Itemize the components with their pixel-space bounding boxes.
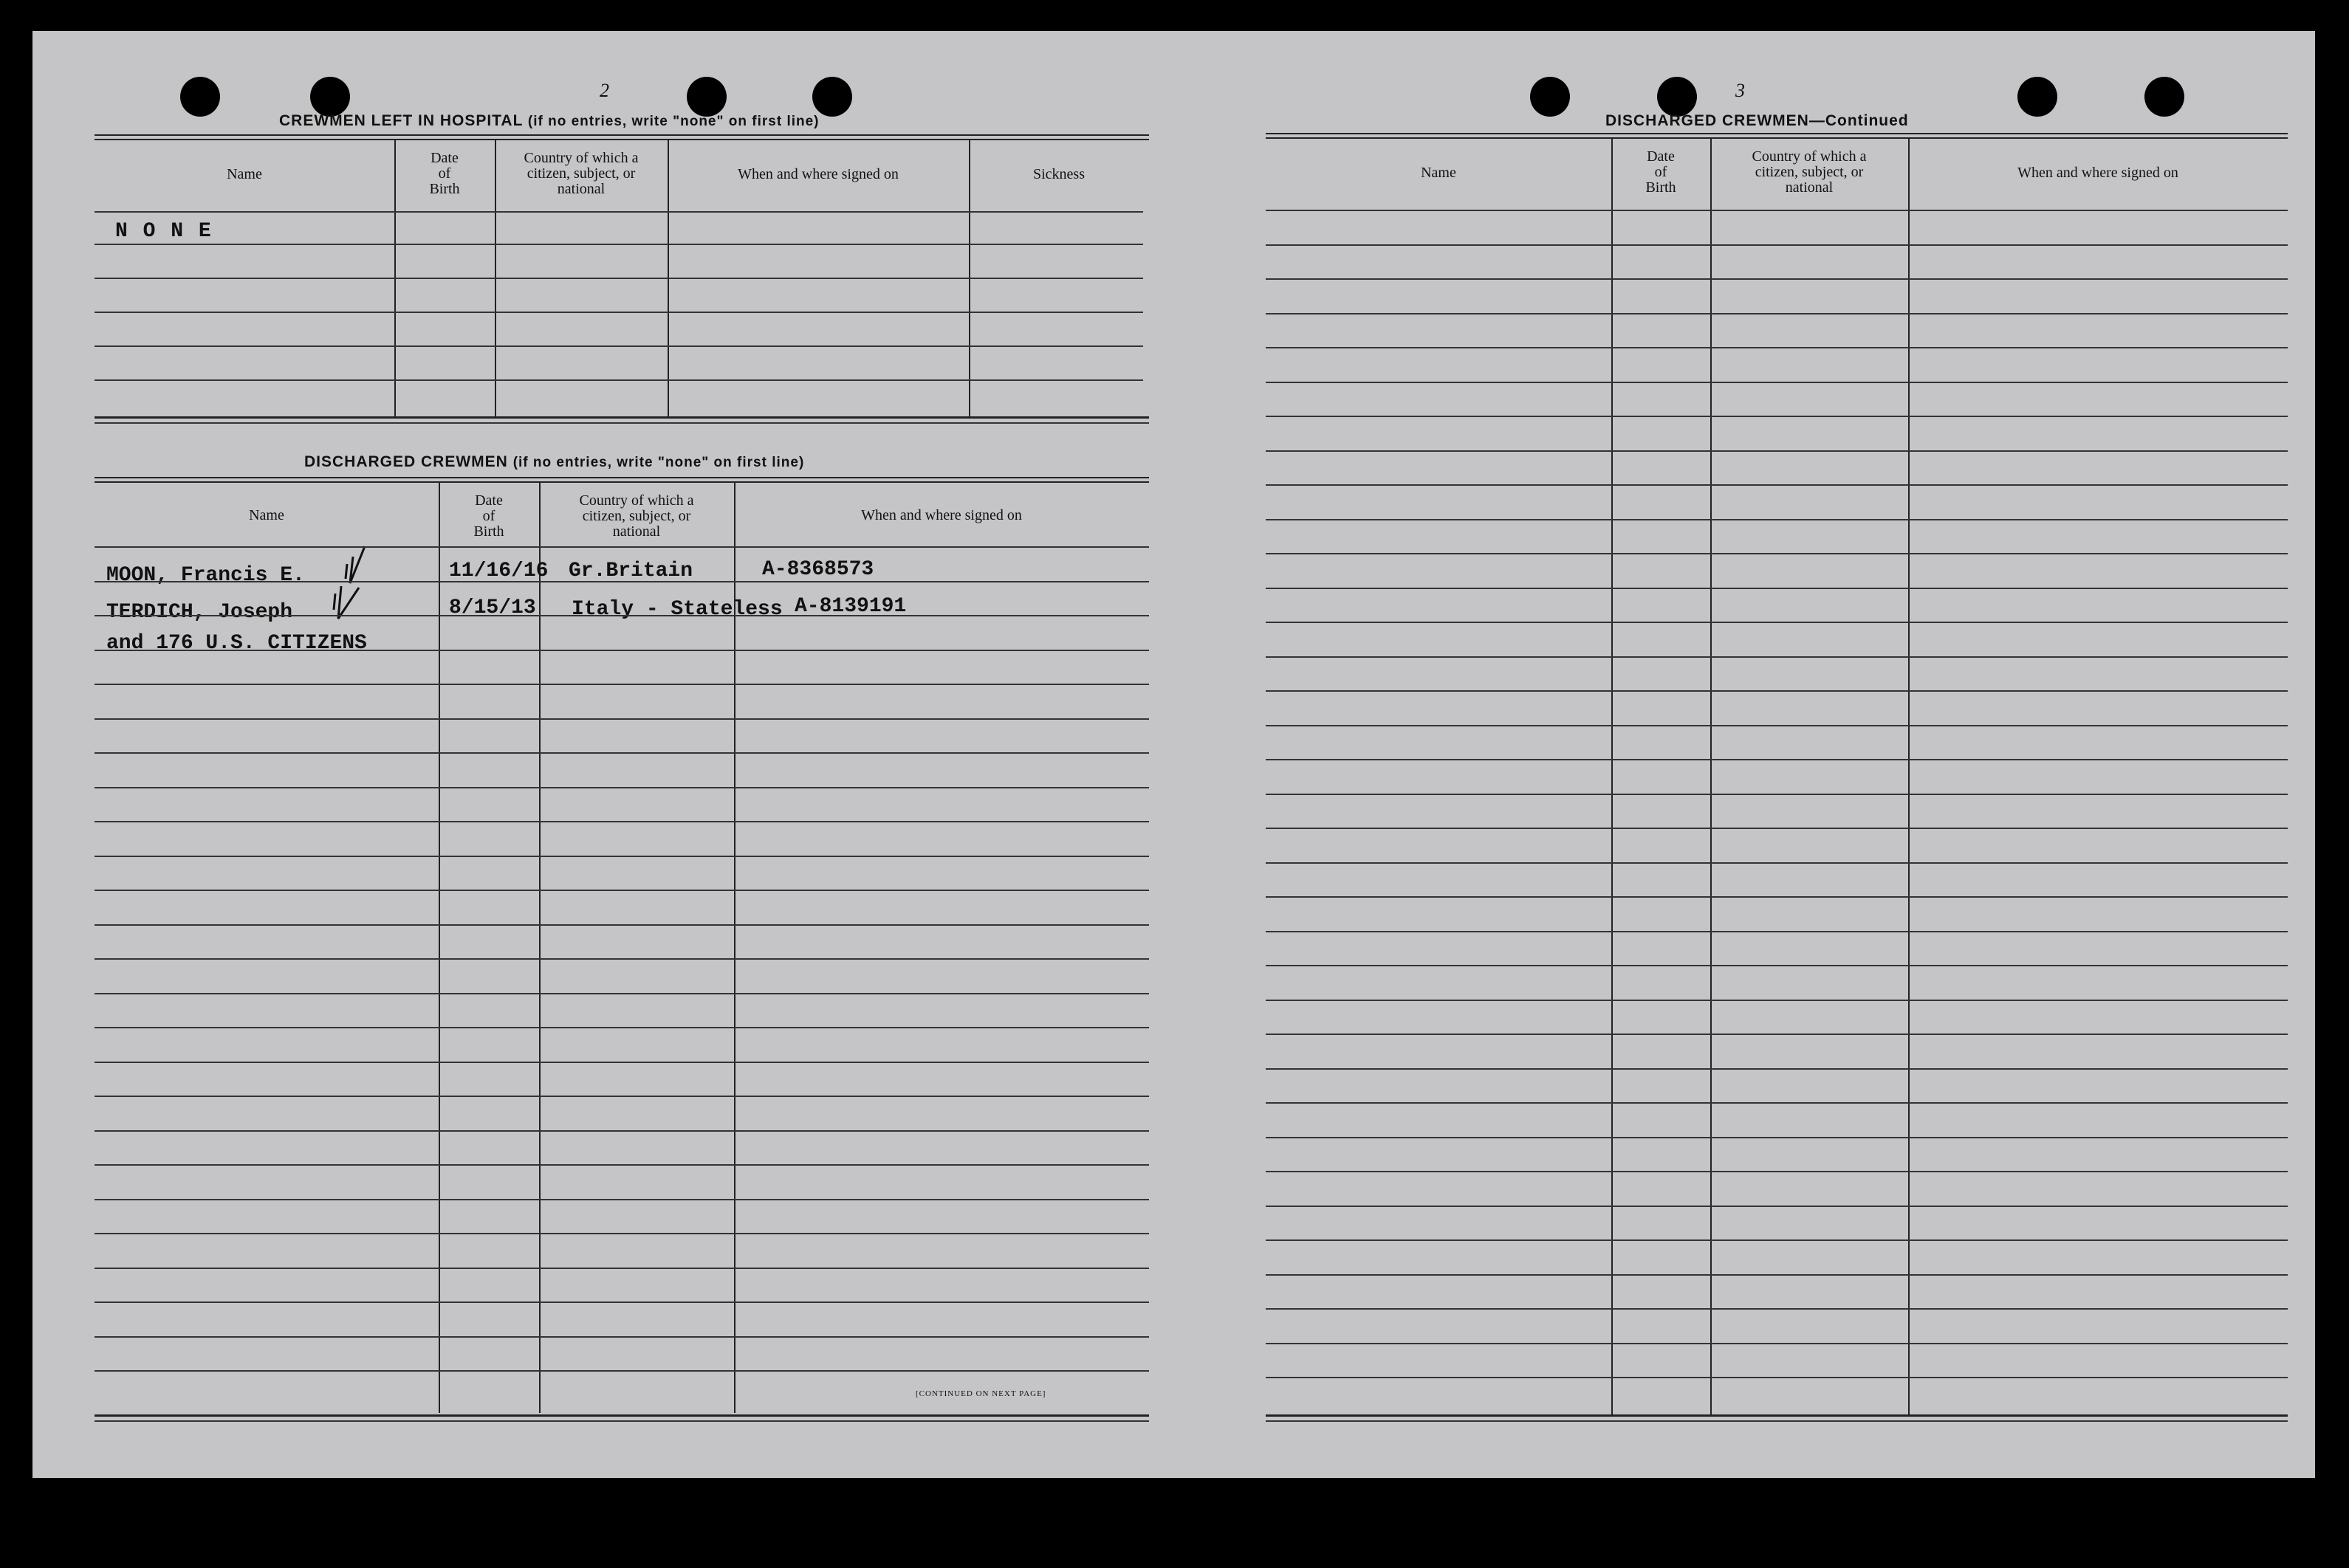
crewman-signed: A-8139191: [795, 595, 907, 618]
crewman-name: MOON, Francis E.: [106, 564, 305, 587]
table-rule: [1266, 1171, 2288, 1172]
table-rule: [1266, 1274, 2288, 1276]
discharged-title-note: (if no entries, write "none" on first line): [512, 455, 805, 470]
table-rule: [1266, 1343, 2288, 1344]
table-rule: [95, 345, 1143, 347]
continued-col-country: [1710, 149, 1908, 196]
table-rule: [95, 581, 1149, 582]
table-rule: [1266, 1102, 2288, 1104]
punch-hole: [310, 77, 350, 117]
continued-header-rule: [1266, 133, 2288, 139]
table-rule: [95, 1027, 1149, 1028]
table-rule: [95, 1233, 1149, 1234]
punch-hole: [2017, 77, 2057, 117]
table-rule: [95, 752, 1149, 754]
table-rule: [1266, 828, 2288, 829]
crewman-name: TERDICH, Joseph: [106, 601, 293, 624]
table-rule: [1266, 416, 2288, 417]
table-rule: [95, 546, 1149, 548]
table-rule: [1266, 896, 2288, 898]
table-rule: [1266, 450, 2288, 452]
continued-note: [CONTINUED ON NEXT PAGE]: [916, 1389, 1046, 1398]
table-rule: [1266, 210, 2288, 211]
table-rule: [95, 278, 1143, 279]
country-line: Country of which a: [579, 492, 694, 509]
country-line: Country of which a: [1752, 148, 1867, 165]
table-rule: [1266, 862, 2288, 864]
table-rule: [1266, 931, 2288, 932]
table-rule: [1266, 313, 2288, 314]
dob-line: of: [1654, 164, 1667, 180]
discharged-col-signed: When and where signed on: [861, 507, 1022, 523]
table-rule: [1266, 1068, 2288, 1070]
document-sheet: [32, 31, 2315, 1478]
table-rule: [95, 1096, 1149, 1097]
punch-hole: [1657, 77, 1697, 117]
table-rule: [1266, 622, 2288, 623]
table-rule: [1266, 588, 2288, 589]
table-rule: [1266, 690, 2288, 692]
table-rule: [1266, 553, 2288, 554]
table-rule: [95, 890, 1149, 891]
punch-hole: [1530, 77, 1570, 117]
table-rule: [1266, 1377, 2288, 1378]
dob-line: Date: [431, 150, 459, 166]
table-rule: [1266, 1137, 2288, 1138]
left-page: [32, 31, 1162, 1478]
table-rule: [95, 650, 1149, 651]
hospital-title-text: CREWMEN LEFT IN HOSPITAL: [279, 112, 524, 129]
table-rule: [95, 924, 1149, 926]
dob-line: Date: [1647, 148, 1675, 165]
dob-line: of: [438, 165, 451, 182]
table-rule: [95, 1164, 1149, 1166]
continued-section-title: DISCHARGED CREWMEN—Continued: [1605, 112, 1909, 129]
table-rule: [95, 958, 1149, 960]
table-rule: [1266, 382, 2288, 383]
continued-col-signed: When and where signed on: [2017, 165, 2178, 181]
crewman-dob: 11/16/16: [449, 560, 549, 582]
right-page: [1199, 31, 2315, 1478]
hospital-bottom-rule: [95, 422, 1149, 424]
country-line: citizen, subject, or: [1755, 164, 1864, 180]
table-rule: [95, 1130, 1149, 1132]
column-divider: [539, 483, 541, 1413]
dob-line: Birth: [429, 181, 460, 197]
dob-line: Date: [475, 492, 503, 509]
table-rule: [95, 379, 1143, 381]
country-line: national: [1785, 179, 1834, 196]
page-number: 2: [600, 80, 609, 101]
punch-hole: [687, 77, 727, 117]
dob-line: Birth: [1645, 179, 1676, 196]
table-rule: [1266, 244, 2288, 246]
table-rule: [95, 1370, 1149, 1372]
hospital-section-title: [279, 112, 820, 130]
discharged-col-dob: [439, 493, 539, 540]
table-rule: [1266, 1239, 2288, 1241]
continued-col-dob: [1611, 149, 1710, 196]
table-rule: [1266, 278, 2288, 280]
crewman-signed: A-8368573: [762, 558, 874, 581]
crewman-name: and 176 U.S. CITIZENS: [106, 632, 367, 655]
discharged-col-name: Name: [249, 507, 284, 523]
country-line: national: [557, 181, 606, 197]
table-rule: [95, 856, 1149, 857]
hospital-col-signed: When and where signed on: [738, 166, 899, 182]
hospital-col-name: Name: [227, 166, 262, 182]
table-rule: [95, 821, 1149, 822]
check-mark-icon: [312, 539, 393, 627]
table-rule: [1266, 1206, 2288, 1207]
table-rule: [95, 1301, 1149, 1303]
column-divider: [1611, 139, 1613, 1416]
country-line: national: [612, 523, 661, 540]
table-rule: [95, 684, 1149, 685]
dob-line: of: [482, 508, 495, 524]
table-rule: [1266, 656, 2288, 658]
discharged-bottom-rule: [95, 1414, 1149, 1417]
hospital-bottom-rule: [95, 416, 1149, 419]
crewman-dob: 8/15/13: [449, 596, 536, 619]
country-line: citizen, subject, or: [582, 508, 691, 524]
dob-line: Birth: [473, 523, 504, 540]
table-rule: [1266, 794, 2288, 795]
table-rule: [95, 1062, 1149, 1063]
table-rule: [1266, 965, 2288, 966]
discharged-col-country: [539, 493, 734, 540]
hospital-col-sickness: Sickness: [1033, 166, 1085, 182]
punch-hole: [2144, 77, 2184, 117]
continued-bottom-rule: [1266, 1414, 2288, 1417]
hospital-entry-none: N O N E: [115, 220, 213, 243]
table-rule: [1266, 1000, 2288, 1001]
table-rule: [95, 615, 1149, 616]
table-rule: [1266, 1034, 2288, 1035]
table-rule: [95, 244, 1143, 245]
punch-hole: [180, 77, 220, 117]
table-rule: [95, 211, 1143, 213]
crewman-country: Italy - Stateless: [572, 598, 783, 621]
crewman-country: Gr.Britain: [569, 560, 693, 582]
discharged-bottom-rule: [95, 1420, 1149, 1422]
column-divider: [1908, 139, 1910, 1416]
discharged-header-rule: [95, 477, 1149, 483]
table-rule: [1266, 759, 2288, 760]
hospital-col-dob: [394, 151, 495, 197]
continued-col-name: Name: [1421, 165, 1456, 181]
table-rule: [95, 312, 1143, 313]
table-rule: [1266, 347, 2288, 348]
continued-bottom-rule: [1266, 1420, 2288, 1422]
table-rule: [95, 1199, 1149, 1200]
table-rule: [95, 1336, 1149, 1338]
table-rule: [95, 718, 1149, 720]
page-number: 3: [1735, 80, 1745, 101]
column-divider: [734, 483, 735, 1413]
discharged-title-text: DISCHARGED CREWMEN: [304, 453, 508, 470]
table-rule: [95, 993, 1149, 994]
table-rule: [1266, 484, 2288, 486]
table-rule: [1266, 1308, 2288, 1310]
table-rule: [95, 787, 1149, 788]
hospital-title-note: (if no entries, write "none" on first line): [527, 114, 820, 129]
table-rule: [1266, 725, 2288, 726]
country-line: citizen, subject, or: [527, 165, 636, 182]
table-rule: [95, 1268, 1149, 1269]
table-rule: [1266, 519, 2288, 520]
hospital-col-country: [495, 151, 668, 197]
column-divider: [439, 483, 440, 1413]
discharged-section-title: [304, 453, 804, 471]
country-line: Country of which a: [524, 150, 639, 166]
column-divider: [1710, 139, 1712, 1416]
hospital-header-rule: [95, 134, 1149, 140]
punch-hole: [812, 77, 852, 117]
